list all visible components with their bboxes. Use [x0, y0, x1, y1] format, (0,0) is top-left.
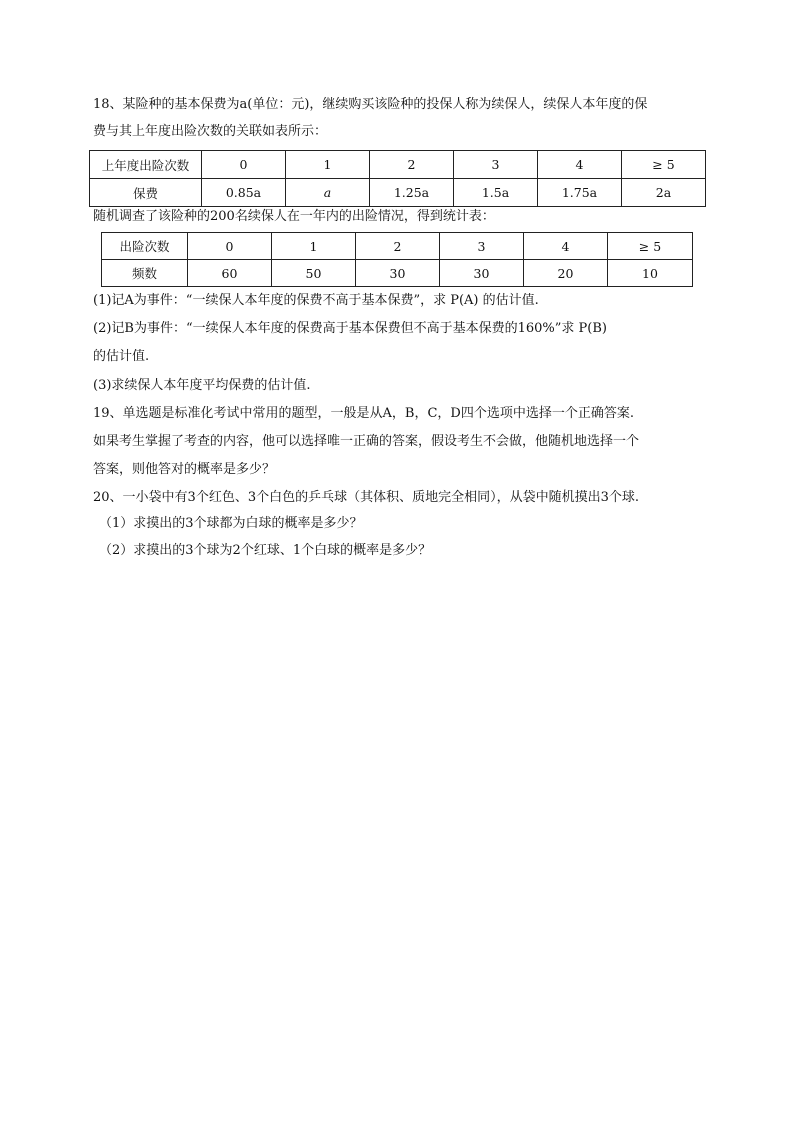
q19-line3: 答案，则他答对的概率是多少？	[93, 462, 276, 477]
table-cell: 2	[370, 151, 454, 179]
table-cell: 3	[440, 233, 524, 260]
q18-part2-line1: (2)记B为事件：“一续保人本年度的保费高于基本保费但不高于基本保费的160%”求 P(B)	[93, 321, 608, 336]
table-cell: 4	[524, 233, 608, 260]
q20-part2: （2）求摸出的3个球为2个红球、1个白球的概率是多少？	[99, 543, 432, 558]
table-cell: 0.85a	[202, 179, 286, 207]
table-row-header: 保费	[90, 179, 202, 207]
table-cell: 30	[440, 260, 524, 287]
table-row	[102, 260, 693, 287]
table-row	[90, 151, 706, 179]
q18-survey-line: 随机调查了该险种的200名续保人在一年内的出险情况，得到统计表：	[93, 209, 495, 224]
premium-table	[89, 150, 706, 207]
table-cell: 30	[356, 260, 440, 287]
table-cell: 1.5a	[454, 179, 538, 207]
table-row-header: 出险次数	[102, 233, 188, 260]
table-row-header: 频数	[102, 260, 188, 287]
table-cell: 60	[188, 260, 272, 287]
table-cell: 3	[454, 151, 538, 179]
table-cell: 20	[524, 260, 608, 287]
table-row	[90, 179, 706, 207]
table-cell: 1	[272, 233, 356, 260]
table-cell: a	[286, 179, 370, 207]
table-cell: 50	[272, 260, 356, 287]
table-cell: 0	[202, 151, 286, 179]
table-cell: ≥ 5	[622, 151, 706, 179]
table-cell: 2a	[622, 179, 706, 207]
table-cell: 10	[608, 260, 693, 287]
table-cell: 1.75a	[538, 179, 622, 207]
q19-line1: 19、单选题是标准化考试中常用的题型，一般是从A，B，C，D四个选项中选择一个正确答案.	[93, 406, 634, 421]
q20-part1: （1）求摸出的3个球都为白球的概率是多少？	[99, 516, 363, 531]
table-cell: 0	[188, 233, 272, 260]
frequency-table	[101, 232, 693, 287]
table-cell: 1.25a	[370, 179, 454, 207]
q18-part2-line2: 的估计值.	[93, 349, 150, 364]
q18-intro-line1: 18、某险种的基本保费为a(单位：元)，继续购买该险种的投保人称为续保人，续保人本年度的保	[93, 97, 648, 112]
table-row-header: 上年度出险次数	[90, 151, 202, 179]
q18-part3: (3)求续保人本年度平均保费的估计值.	[93, 378, 311, 393]
q18-part1: (1)记A为事件：“一续保人本年度的保费不高于基本保费”，求 P(A) 的估计值.	[93, 293, 539, 308]
table-row	[102, 233, 693, 260]
q19-line2: 如果考生掌握了考查的内容，他可以选择唯一正确的答案，假设考生不会做，他随机地选择一个	[93, 434, 640, 449]
q20-line1: 20、一小袋中有3个红色、3个白色的乒乓球（其体积、质地完全相同），从袋中随机摸出3个球.	[93, 490, 639, 505]
table-cell: ≥ 5	[608, 233, 693, 260]
table-cell: 4	[538, 151, 622, 179]
q18-intro-line2: 费与其上年度出险次数的关联如表所示：	[93, 124, 328, 139]
table-cell: 2	[356, 233, 440, 260]
table-cell: 1	[286, 151, 370, 179]
